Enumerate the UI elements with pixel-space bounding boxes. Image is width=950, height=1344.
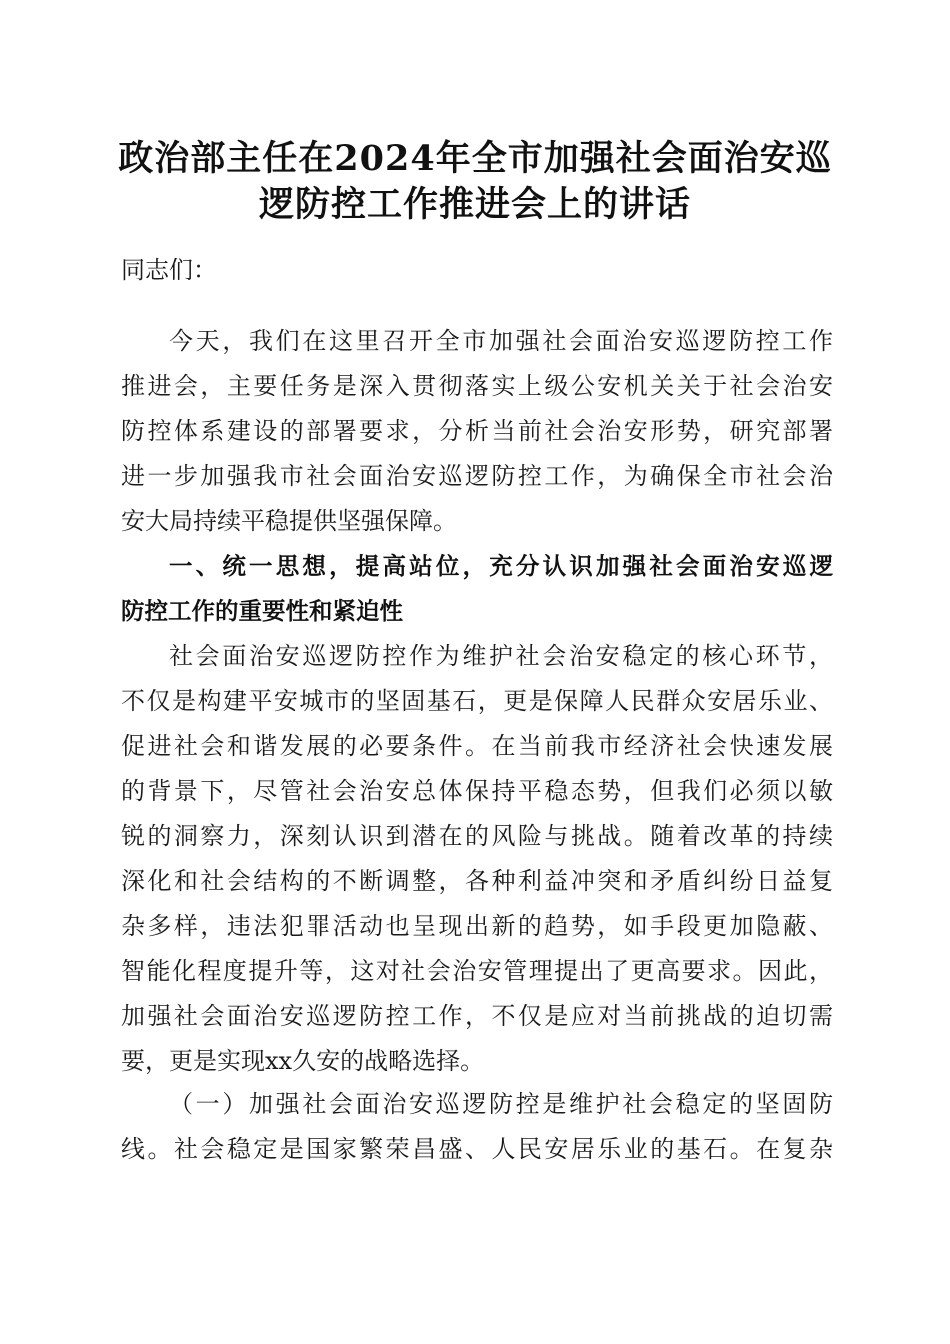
paragraph-3-line: 线。社会稳定是国家繁荣昌盛、人民安居乐业的基石。在复杂 — [121, 1135, 833, 1163]
salutation: 同志们： — [121, 256, 217, 284]
paragraph-3-line: （一）加强社会面治安巡逻防控是维护社会稳定的坚固防 — [169, 1090, 833, 1118]
paragraph-1-line: 今天，我们在这里召开全市加强社会面治安巡逻防控工作 — [169, 327, 833, 355]
paragraph-1-line: 安大局持续平稳提供坚强保障。 — [121, 507, 457, 535]
paragraph-2-line: 智能化程度提升等，这对社会治安管理提出了更高要求。因此， — [121, 957, 833, 985]
document-title-line-2: 逻防控工作推进会上的讲话 — [258, 184, 691, 225]
paragraph-2-line: 要，更是实现xx久安的战略选择。 — [121, 1047, 485, 1075]
paragraph-2-line: 促进社会和谐发展的必要条件。在当前我市经济社会快速发展 — [121, 732, 833, 760]
document-title-line-1: 政治部主任在2024年全市加强社会面治安巡 — [118, 138, 832, 179]
paragraph-1-line: 推进会，主要任务是深入贯彻落实上级公安机关关于社会治安 — [121, 372, 833, 400]
paragraph-2-line: 锐的洞察力，深刻认识到潜在的风险与挑战。随着改革的持续 — [121, 822, 833, 850]
paragraph-2-line: 社会面治安巡逻防控作为维护社会治安稳定的核心环节， — [169, 642, 833, 670]
paragraph-2-line: 的背景下，尽管社会治安总体保持平稳态势，但我们必须以敏 — [121, 777, 833, 805]
paragraph-2-line: 杂多样，违法犯罪活动也呈现出新的趋势，如手段更加隐蔽、 — [121, 912, 833, 940]
paragraph-2-line: 不仅是构建平安城市的坚固基石，更是保障人民群众安居乐业、 — [121, 687, 833, 715]
section-1-heading-line: 防控工作的重要性和紧迫性 — [121, 597, 403, 625]
paragraph-2-line: 加强社会面治安巡逻防控工作，不仅是应对当前挑战的迫切需 — [121, 1002, 833, 1030]
paragraph-1-line: 进一步加强我市社会面治安巡逻防控工作，为确保全市社会治 — [121, 462, 833, 490]
section-1-heading-line: 一、统一思想，提高站位，充分认识加强社会面治安巡逻 — [169, 552, 833, 580]
paragraph-1-line: 防控体系建设的部署要求，分析当前社会治安形势，研究部署 — [121, 417, 833, 445]
paragraph-2-line: 深化和社会结构的不断调整，各种利益冲突和矛盾纠纷日益复 — [121, 867, 833, 895]
